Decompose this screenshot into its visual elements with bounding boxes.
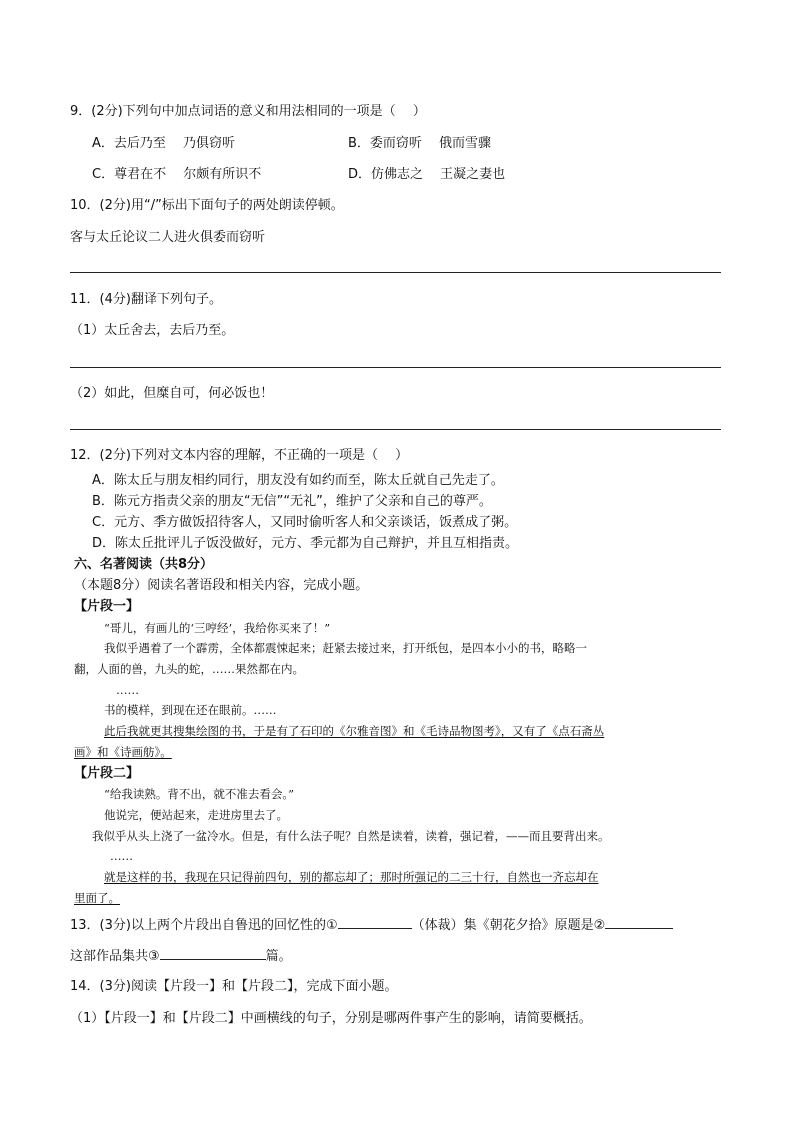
fragment-1-underlined-line: 此后我就更其搜集绘图的书，于是有了石印的《尔雅音图》和《毛诗品物图考》，又有了《点石斋丛 [104,724,605,738]
fragment-2-line: 他说完，便站起来，走进房里去了。 [104,808,288,822]
section-heading: 六、名著阅读（共8分） [74,557,214,572]
fragment-2-underlined-line: 就是这样的书，我现在只记得前四句，别的都忘却了；那时所强记的二三十行，自然也一齐忘却在 [104,870,599,884]
fragment-2-underlined-line: 里面了。 [74,891,120,905]
q12-option-d: D．陈太丘批评儿子饭没做好，元方、季元都为自己辩护，并且互相指责。 [92,536,519,551]
q12-option-a: A．陈太丘与朋友相约同行，朋友没有如约而至，陈太丘就自己先走了。 [92,473,504,488]
blank-marker-3: ③ [148,949,160,964]
q9-option-d: D．仿佛志之 王凝之妻也 [348,167,506,182]
answer-line-q11-2[interactable] [70,429,721,430]
fragment-2-line: “给我读熟。背不出，就不准去看会。” [104,787,295,801]
q11-stem: 11．(4分)翻译下列句子。 [70,292,222,307]
answer-line-q11-1[interactable] [70,367,721,368]
q9-stem: 9．(2分)下列句中加点词语的意义和用法相同的一项是（ ） [70,104,426,119]
q13-text: 这部作品集共 [70,949,149,964]
q9-option-c: C．尊君在不 尔颇有所识不 [92,167,262,182]
fragment-1-label: 【片段一】 [74,599,140,614]
fragment-2-ellipsis: …… [110,849,133,863]
q11-sentence-1: （1）太丘舍去，去后乃至。 [70,323,235,338]
q12-option-b: B．陈元方指责父亲的朋友“无信”“无礼”，维护了父亲和自己的尊严。 [92,494,492,509]
fragment-1-ellipsis: …… [116,683,139,697]
answer-line-q10[interactable] [70,272,721,273]
q13-line-2 [70,947,292,965]
q10-stem: 10．(2分)用“/”标出下面句子的两处朗读停顿。 [70,198,344,213]
q9-option-b: B．委而窃听 俄而雪骤 [348,136,492,151]
blank-marker-1: ① [325,918,338,933]
fragment-1-line: 翻，人面的兽，九头的蛇，……果然都在内。 [74,662,304,676]
fragment-2-line: 我似乎从头上浇了一盆冷水。但是，有什么法子呢？自然是读着，读着，强记着，——而且要背出来。 [92,829,610,843]
q10-sentence: 客与太丘论议二人进火俱委而窃听 [70,230,266,245]
q9-option-a: A．去后乃至 乃俱窃听 [92,136,236,151]
fragment-1-line: 我似乎遇着了一个霹雳，全体都震悚起来；赶紧去接过来，打开纸包，是四本小小的书，略略一 [104,641,587,655]
answer-blank-1[interactable] [338,916,412,929]
answer-blank-3[interactable] [160,947,266,960]
fragment-1-underlined-line: 画》和《诗画舫》。 [74,745,172,759]
q14-sub-1: （1）【片段一】和【片段二】中画横线的句子，分别是哪两件事产生的影响，请简要概括。 [70,1011,592,1026]
q13-line-1 [70,916,673,934]
fragment-1-line: “哥儿，有画儿的‘三哼经’，我给你买来了！” [104,621,331,635]
q12-option-c: C．元方、季方做饭招待客人，又同时偷听客人和父亲谈话，饭煮成了粥。 [92,515,518,530]
section-intro: （本题8分）阅读名著语段和相关内容，完成小题。 [74,578,369,593]
q13-text: （体裁）集《朝花夕拾》原题是 [411,918,594,933]
q12-stem: 12．(2分)下列对文本内容的理解，不正确的一项是（ ） [70,448,409,463]
q13-text: 篇。 [265,949,292,964]
q13-text: 13．(3分)以上两个片段出自鲁迅的回忆性的 [70,918,326,933]
q14-stem: 14．(3分)阅读【片段一】和【片段二】，完成下面小题。 [70,979,398,994]
fragment-1-line: 书的模样，到现在还在眼前。…… [104,703,277,717]
fragment-2-label: 【片段二】 [74,766,140,781]
answer-blank-2[interactable] [605,916,673,929]
blank-marker-2: ② [593,918,606,933]
q11-sentence-2: （2）如此，但糜自可，何必饭也！ [70,386,274,401]
